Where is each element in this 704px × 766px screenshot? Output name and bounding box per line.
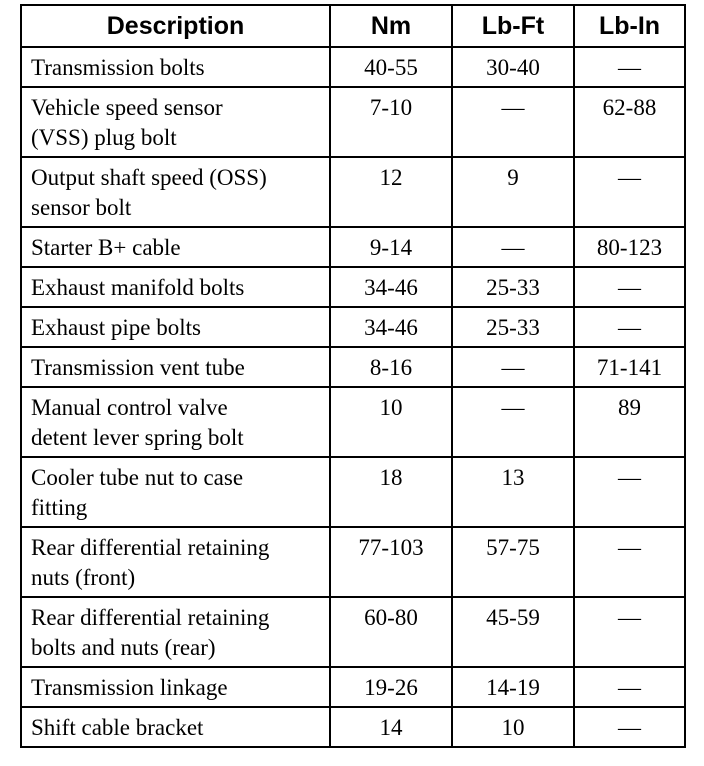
cell-nm: 7-10 [330,87,452,157]
cell-nm: 14 [330,707,452,747]
cell-description: Transmission linkage [21,667,330,707]
cell-description: Shift cable bracket [21,707,330,747]
cell-description: Transmission bolts [21,47,330,87]
cell-lbin: 89 [574,387,685,457]
header-description: Description [21,5,330,47]
cell-description: Exhaust manifold bolts [21,267,330,307]
cell-lbin: — [574,307,685,347]
cell-nm: 40-55 [330,47,452,87]
table-row [21,227,685,267]
cell-nm: 9-14 [330,227,452,267]
cell-nm: 34-46 [330,267,452,307]
table-row [21,707,685,747]
cell-lbin: 80-123 [574,227,685,267]
cell-lbin: — [574,707,685,747]
header-nm: Nm [330,5,452,47]
table-row [21,267,685,307]
table-row [21,47,685,87]
cell-nm: 12 [330,157,452,227]
cell-description: Vehicle speed sensor (VSS) plug bolt [21,87,330,157]
table-row [21,387,685,457]
cell-lbin: — [574,597,685,667]
cell-lbin: — [574,457,685,527]
cell-nm: 60-80 [330,597,452,667]
cell-nm: 19-26 [330,667,452,707]
cell-description: Transmission vent tube [21,347,330,387]
cell-description: Manual control valve detent lever spring bolt [21,387,330,457]
cell-lbft: 25-33 [452,267,574,307]
table-row [21,597,685,667]
cell-nm: 10 [330,387,452,457]
cell-lbin: — [574,47,685,87]
cell-lbft: — [452,87,574,157]
header-lbin: Lb-In [574,5,685,47]
cell-lbft: 13 [452,457,574,527]
table-row [21,667,685,707]
cell-description: Starter B+ cable [21,227,330,267]
cell-lbft: — [452,387,574,457]
cell-description: Cooler tube nut to case fitting [21,457,330,527]
cell-description: Rear differential retaining nuts (front) [21,527,330,597]
cell-lbft: 10 [452,707,574,747]
cell-nm: 77-103 [330,527,452,597]
cell-lbin: — [574,667,685,707]
cell-description: Rear differential retaining bolts and nuts (rear) [21,597,330,667]
cell-lbft: 45-59 [452,597,574,667]
table-row [21,87,685,157]
cell-nm: 18 [330,457,452,527]
cell-lbin: — [574,527,685,597]
cell-nm: 8-16 [330,347,452,387]
cell-lbft: 25-33 [452,307,574,347]
table-row [21,307,685,347]
cell-lbin: 71-141 [574,347,685,387]
table-row [21,457,685,527]
cell-lbft: — [452,227,574,267]
cell-description: Output shaft speed (OSS) sensor bolt [21,157,330,227]
cell-nm: 34-46 [330,307,452,347]
table-row [21,157,685,227]
torque-spec-table [20,4,686,748]
cell-lbin: — [574,157,685,227]
cell-lbft: 57-75 [452,527,574,597]
header-row [21,5,685,47]
cell-lbft: 30-40 [452,47,574,87]
cell-description: Exhaust pipe bolts [21,307,330,347]
cell-lbft: 14-19 [452,667,574,707]
table-row [21,527,685,597]
header-lbft: Lb-Ft [452,5,574,47]
table-row [21,347,685,387]
cell-lbin: — [574,267,685,307]
cell-lbft: 9 [452,157,574,227]
cell-lbin: 62-88 [574,87,685,157]
cell-lbft: — [452,347,574,387]
